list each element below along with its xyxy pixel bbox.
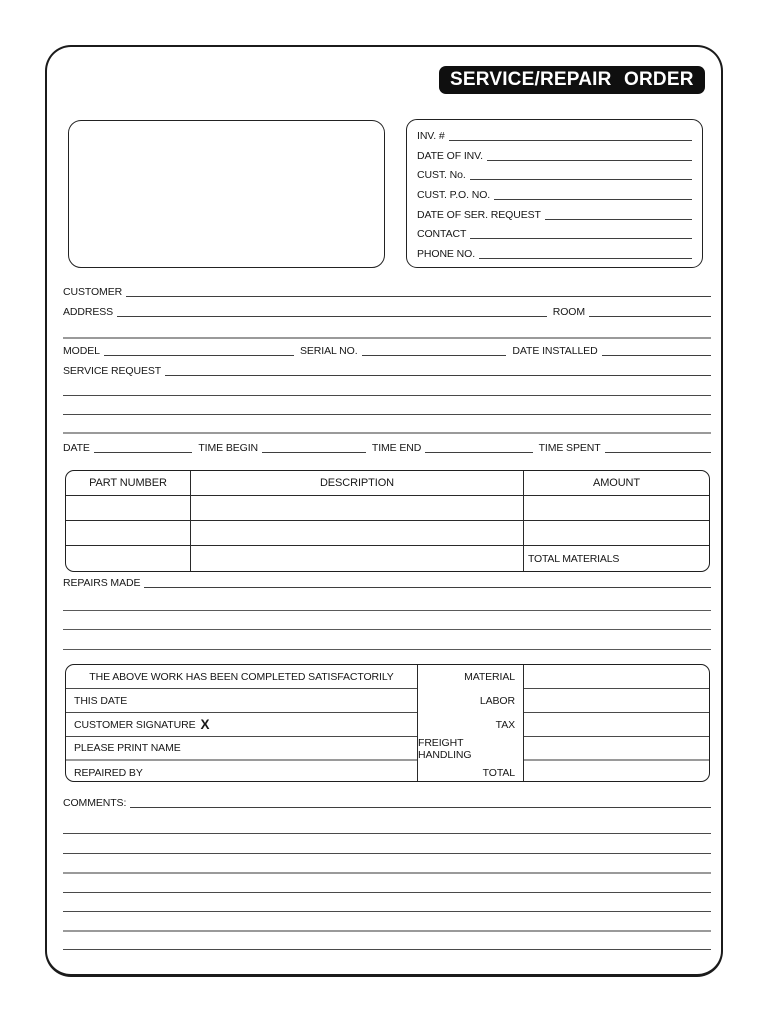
date-of-inv-row bbox=[417, 148, 692, 162]
serial-no-label: SERIAL NO. bbox=[300, 345, 358, 357]
amount-cell[interactable] bbox=[524, 496, 709, 521]
labor-amount-cell[interactable] bbox=[524, 689, 709, 713]
time-spent-group bbox=[539, 442, 711, 454]
total-materials-label: TOTAL MATERIALS bbox=[528, 552, 620, 565]
comments-row bbox=[63, 794, 711, 809]
comments-line-8[interactable] bbox=[63, 949, 711, 950]
time-spent-label: TIME SPENT bbox=[538, 442, 601, 454]
repairs-made-label: REPAIRS MADE bbox=[63, 577, 141, 589]
cust-po-no-row bbox=[417, 187, 692, 201]
part-number-cell[interactable] bbox=[66, 521, 191, 546]
customer-row bbox=[63, 283, 711, 298]
model-label: MODEL bbox=[63, 345, 100, 357]
inv-number-field-line[interactable] bbox=[449, 140, 692, 141]
repairs-made-field-line[interactable] bbox=[144, 587, 711, 588]
comments-line-5[interactable] bbox=[63, 892, 711, 893]
date-of-ser-request-label: DATE OF SER. REQUEST bbox=[417, 208, 541, 221]
contact-row bbox=[417, 226, 692, 240]
description-cell[interactable] bbox=[191, 496, 524, 521]
print-name-row[interactable] bbox=[66, 737, 417, 761]
room-field-line[interactable] bbox=[589, 316, 711, 317]
comments-line-2[interactable] bbox=[63, 833, 711, 834]
phone-no-row bbox=[417, 246, 692, 260]
cust-no-row bbox=[417, 167, 692, 181]
service-request-line-3[interactable] bbox=[63, 414, 711, 415]
comments-line-4[interactable] bbox=[63, 872, 711, 874]
model-field-line[interactable] bbox=[104, 355, 294, 356]
description-cell[interactable] bbox=[191, 546, 524, 571]
part-number-header: PART NUMBER bbox=[66, 471, 191, 496]
repairs-made-row bbox=[63, 574, 711, 589]
phone-no-label: PHONE NO. bbox=[417, 247, 476, 260]
repairs-made-line-4[interactable] bbox=[63, 649, 711, 650]
cust-po-no-label: CUST. P.O. NO. bbox=[417, 188, 491, 201]
service-request-row bbox=[63, 362, 711, 377]
service-request-label: SERVICE REQUEST bbox=[63, 365, 162, 377]
amount-header: AMOUNT bbox=[524, 471, 709, 496]
charges-amount-column bbox=[524, 665, 709, 782]
time-begin-label: TIME BEGIN bbox=[198, 442, 259, 454]
time-begin-group bbox=[198, 442, 372, 454]
comments-field-line[interactable] bbox=[130, 807, 711, 808]
date-time-row bbox=[63, 439, 711, 454]
comments-label: COMMENTS: bbox=[63, 797, 127, 809]
customer-signature-label: CUSTOMER SIGNATURE bbox=[74, 718, 196, 731]
this-date-label: THIS DATE bbox=[74, 694, 128, 707]
labor-label: LABOR bbox=[479, 695, 515, 707]
form-title: SERVICE/REPAIR ORDER bbox=[439, 66, 705, 94]
time-spent-field-line[interactable] bbox=[605, 452, 711, 453]
room-label: ROOM bbox=[552, 306, 585, 318]
service-request-field-line[interactable] bbox=[165, 375, 711, 376]
contact-label: CONTACT bbox=[417, 228, 467, 241]
service-request-line-2[interactable] bbox=[63, 395, 711, 396]
cust-po-no-field-line[interactable] bbox=[494, 199, 692, 200]
company-stamp-box bbox=[68, 120, 385, 268]
date-of-ser-request-row bbox=[417, 207, 692, 221]
inv-number-row bbox=[417, 128, 692, 142]
comments-line-7[interactable] bbox=[63, 930, 711, 932]
repaired-by-row[interactable] bbox=[66, 761, 417, 782]
section-divider-middle bbox=[63, 432, 711, 434]
freight-handling-amount-cell[interactable] bbox=[524, 737, 709, 761]
time-begin-field-line[interactable] bbox=[262, 452, 366, 453]
date-of-inv-label: DATE OF INV. bbox=[417, 149, 483, 162]
phone-no-field-line[interactable] bbox=[479, 258, 692, 259]
date-label: DATE bbox=[63, 442, 90, 454]
total-amount-cell[interactable] bbox=[524, 761, 709, 782]
parts-table bbox=[65, 470, 710, 572]
part-number-cell[interactable] bbox=[66, 546, 191, 571]
date-installed-field-line[interactable] bbox=[602, 355, 711, 356]
charges-label-column bbox=[418, 665, 524, 782]
repaired-by-label: REPAIRED BY bbox=[74, 767, 143, 779]
date-installed-label: DATE INSTALLED bbox=[512, 345, 598, 357]
date-of-ser-request-field-line[interactable] bbox=[545, 219, 692, 220]
freight-handling-label: FREIGHT HANDLING bbox=[418, 737, 472, 761]
date-of-inv-field-line[interactable] bbox=[487, 160, 692, 161]
address-label: ADDRESS bbox=[63, 306, 114, 318]
repairs-made-line-2[interactable] bbox=[63, 610, 711, 611]
material-amount-cell[interactable] bbox=[524, 665, 709, 689]
date-field-line[interactable] bbox=[94, 452, 193, 453]
total-label: TOTAL bbox=[482, 767, 515, 779]
time-end-field-line[interactable] bbox=[425, 452, 532, 453]
customer-field-line[interactable] bbox=[126, 296, 711, 297]
completion-statement: THE ABOVE WORK HAS BEEN COMPLETED SATISFACTORILY bbox=[66, 665, 417, 689]
serial-no-field-line[interactable] bbox=[362, 355, 507, 356]
model-group bbox=[63, 345, 300, 357]
tax-label: TAX bbox=[495, 719, 515, 731]
print-name-label: PLEASE PRINT NAME bbox=[74, 742, 181, 754]
part-number-cell[interactable] bbox=[66, 496, 191, 521]
material-label: MATERIAL bbox=[464, 671, 515, 683]
serial-no-group bbox=[300, 345, 512, 357]
signature-x-mark: X bbox=[200, 717, 210, 732]
inv-number-label: INV. # bbox=[417, 130, 445, 142]
date-group bbox=[63, 442, 198, 454]
amount-cell[interactable] bbox=[524, 521, 709, 546]
invoice-info-box bbox=[406, 119, 703, 268]
address-row bbox=[63, 303, 711, 318]
customer-label: CUSTOMER bbox=[63, 286, 123, 298]
tax-amount-cell[interactable] bbox=[524, 713, 709, 737]
time-end-group bbox=[372, 442, 539, 454]
description-cell[interactable] bbox=[191, 521, 524, 546]
description-header: DESCRIPTION bbox=[191, 471, 524, 496]
section-divider-top bbox=[63, 337, 711, 339]
time-end-label: TIME END bbox=[371, 442, 422, 454]
address-field-line[interactable] bbox=[117, 316, 547, 317]
cust-no-field-line[interactable] bbox=[470, 179, 692, 180]
comments-line-6[interactable] bbox=[63, 911, 711, 912]
comments-line-3[interactable] bbox=[63, 853, 711, 854]
contact-field-line[interactable] bbox=[470, 238, 692, 239]
this-date-row[interactable] bbox=[66, 689, 417, 713]
completion-charges-box bbox=[65, 664, 710, 782]
date-installed-group bbox=[512, 345, 711, 357]
customer-signature-row[interactable] bbox=[66, 713, 417, 737]
completion-left-column bbox=[66, 665, 418, 782]
cust-no-label: CUST. No. bbox=[417, 169, 466, 182]
repairs-made-line-3[interactable] bbox=[63, 629, 711, 630]
model-row bbox=[63, 342, 711, 357]
